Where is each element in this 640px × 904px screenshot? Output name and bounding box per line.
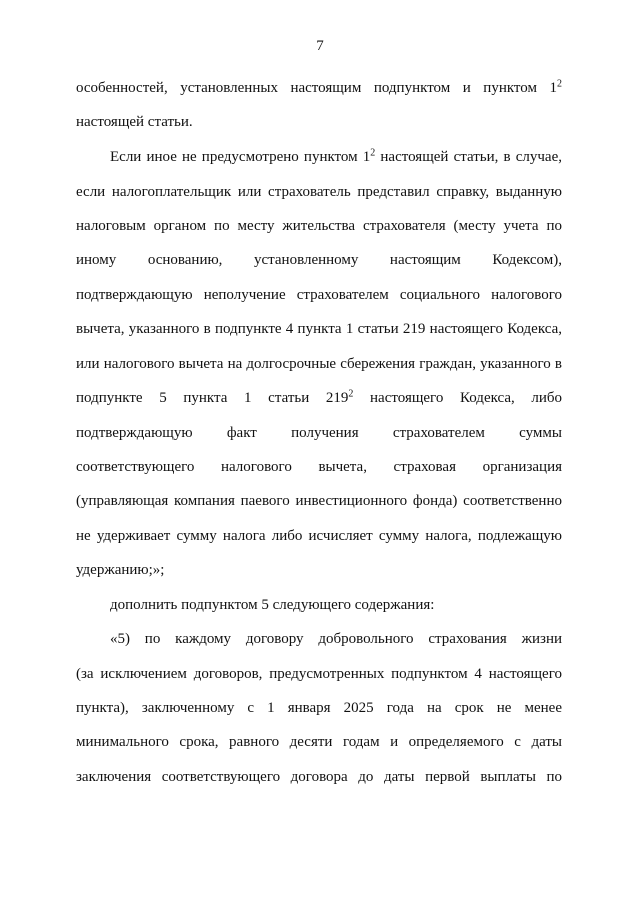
text-line: или налогового вычета на долгосрочные сбережения граждан, указанного в: [76, 356, 562, 372]
page-number: 7: [316, 38, 324, 54]
text-run: пункта 1: [183, 390, 252, 406]
text-line: пункта), заключенному с 1 января 2025 года на срок не менее: [76, 700, 562, 716]
text-line: налоговым органом по месту жительства страхователя (месту учета по: [76, 218, 562, 234]
text-line: (управляющая компания паевого инвестиционного фонда) соответственно: [76, 493, 562, 509]
superscript: 2: [557, 78, 562, 90]
text-run: статьи 219: [268, 390, 349, 406]
text-line: не удерживает сумму налога либо исчисляет сумму налога, подлежащую: [76, 528, 562, 544]
superscript: 2: [348, 388, 354, 400]
text-line: (за исключением договоров, предусмотренных подпунктом 4 настоящего: [76, 666, 562, 682]
text-line: если налогоплательщик или страхователь представил справку, выданную: [76, 184, 562, 200]
text-line: минимального срока, равного десяти годам и определяемого с даты: [76, 734, 562, 750]
text-run: либо: [531, 390, 563, 406]
text-line: соответствующего налогового вычета, страховая организация: [76, 459, 562, 475]
text-run: подпункте 5: [76, 390, 167, 406]
text-line: [76, 389, 562, 407]
text-run: особенностей, установленных настоящим подпунктом и пунктом 1: [76, 80, 557, 96]
text-line: [110, 148, 562, 166]
text-run: настоящей статьи, в случае,: [375, 149, 562, 165]
text-run: Кодекса,: [459, 390, 515, 406]
text-line: дополнить подпунктом 5 следующего содержания:: [110, 597, 435, 613]
text-line: удержанию;»;: [76, 562, 165, 578]
text-line: «5) по каждому договору добровольного страхования жизни: [110, 631, 562, 647]
text-run: [268, 390, 353, 406]
text-run: Если иное не предусмотрено пунктом 1: [110, 149, 371, 165]
text-line: подтверждающую факт получения страхователем суммы: [76, 425, 562, 441]
text-line: заключения соответствующего договора до даты первой выплаты по: [76, 769, 562, 785]
text-line: [76, 79, 562, 97]
text-line: подтверждающую неполучение страхователем социального налогового: [76, 287, 562, 303]
text-line: иному основанию, установленному настоящим Кодексом),: [76, 252, 562, 268]
text-line: вычета, указанного в подпункте 4 пункта 1 статьи 219 настоящего Кодекса,: [76, 321, 562, 337]
superscript: 2: [370, 147, 376, 159]
text-run: настоящего: [370, 390, 444, 406]
text-line: настоящей статьи.: [76, 114, 193, 130]
